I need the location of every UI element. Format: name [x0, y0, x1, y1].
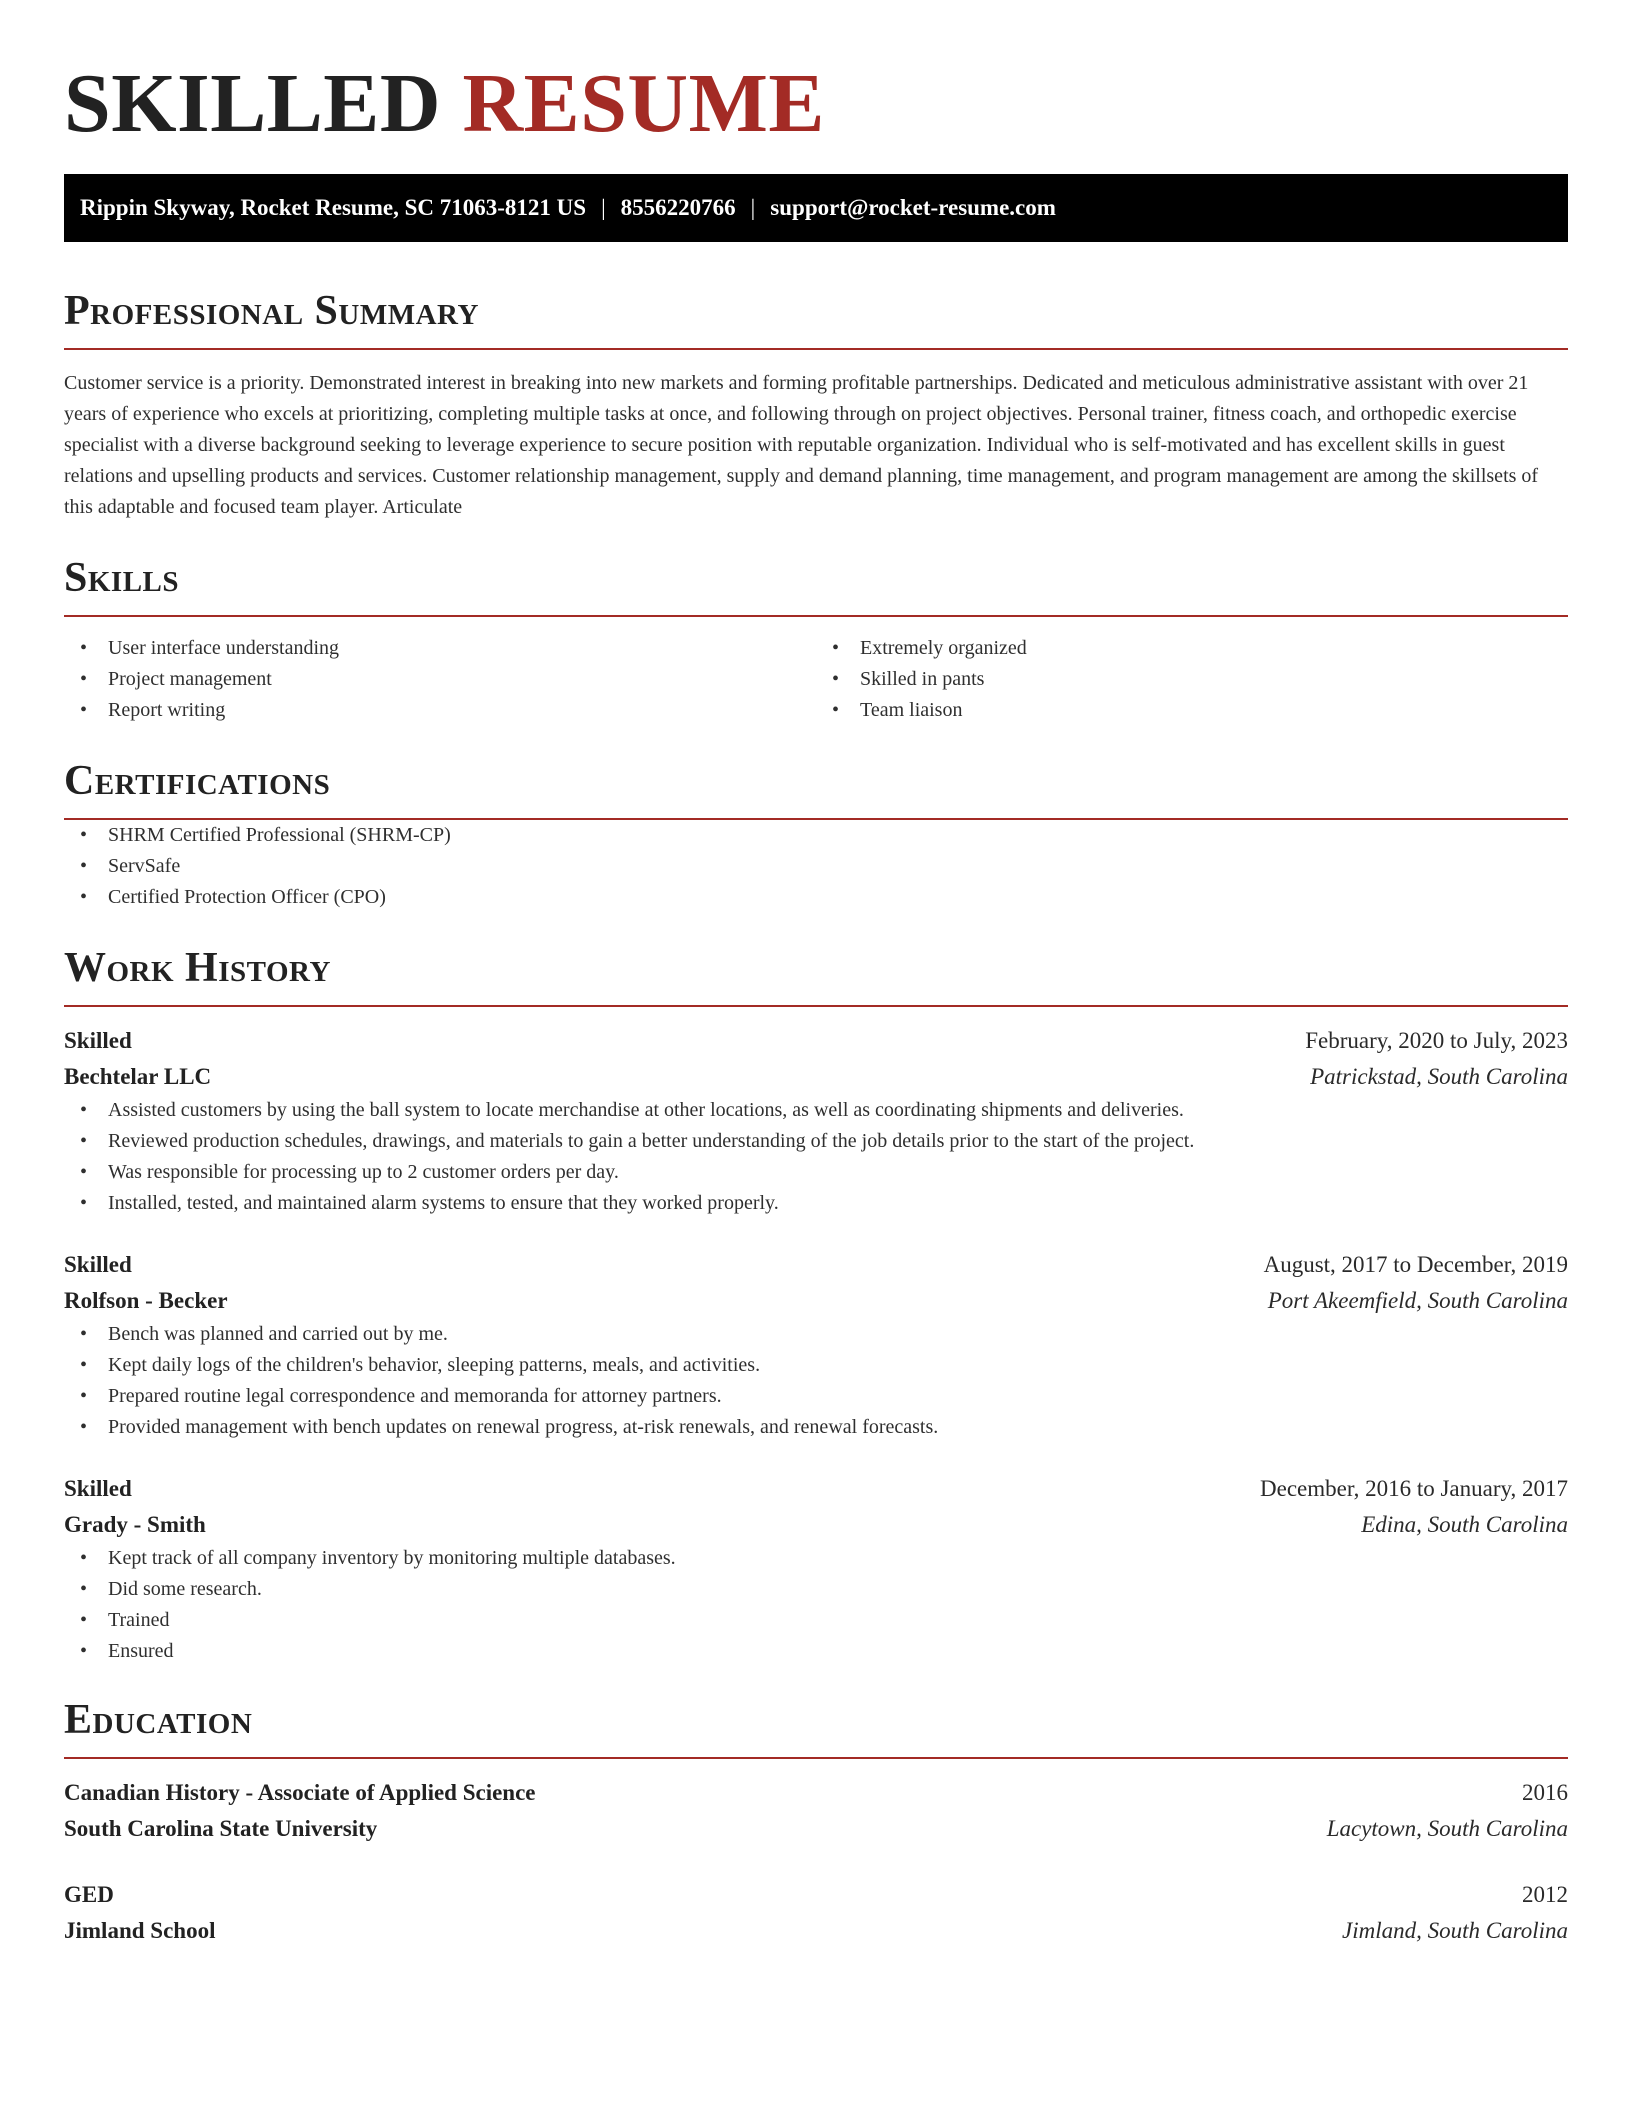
section-title: Skills: [64, 555, 180, 601]
job-location: Port Akeemfield, South Carolina: [1267, 1288, 1568, 1313]
skills-list-left: [64, 633, 816, 726]
education-school-row: [64, 1811, 1568, 1847]
skill-item: • User interface understanding: [64, 633, 816, 664]
last-name: RESUME: [462, 57, 825, 150]
certifications-list: [64, 820, 1568, 913]
contact-address: Rippin Skyway, Rocket Resume, SC 71063-8121 US: [80, 195, 587, 220]
job-bullets: [64, 1543, 1568, 1667]
job-dates: August, 2017 to December, 2019: [1263, 1252, 1568, 1277]
job-entry: [64, 1471, 1568, 1667]
section-divider: [64, 615, 1568, 617]
job-role: Skilled: [64, 1476, 132, 1501]
section-divider: [64, 1005, 1568, 1007]
education-entry: [64, 1775, 1568, 1847]
job-company-row: [64, 1059, 1568, 1095]
contact-bar: [64, 174, 1568, 242]
summary-text: Customer service is a priority. Demonstrated interest in breaking into new markets and forming profitable partnerships. Dedicated and meticulous administrative assistant with over 21 years of experience who excels at prioritizing, completing multiple tasks at once, and following through on project objectives. Personal trainer, fitness coach, and orthopedic exercise specialist with a diverse background seeking to leverage experience to secure position with reputable organization. Individual who is self-motivated and has excellent skills in guest relations and upselling products and services. Customer relationship management, supply and demand planning, time management, and program management are among the skillsets of this adaptable and focused team player. Articulate: [64, 372, 1539, 518]
skill-item: • Report writing: [64, 695, 816, 726]
job-bullet: • Trained: [64, 1605, 1568, 1636]
certification-item: • SHRM Certified Professional (SHRM-CP): [64, 820, 1568, 851]
section-divider: [64, 348, 1568, 350]
education-degree-row: [64, 1877, 1568, 1913]
certifications-section: [64, 756, 1568, 913]
job-location: Edina, South Carolina: [1361, 1512, 1568, 1537]
education-degree: Canadian History - Associate of Applied Science: [64, 1780, 536, 1805]
education-section: [64, 1695, 1568, 1949]
job-bullet: • Did some research.: [64, 1574, 1568, 1605]
section-divider: [64, 1757, 1568, 1759]
work-history-section: [64, 943, 1568, 1667]
job-header-row: [64, 1247, 1568, 1283]
job-entry: [64, 1023, 1568, 1219]
job-company: Bechtelar LLC: [64, 1064, 212, 1089]
education-entry: [64, 1877, 1568, 1949]
skills-grid: [64, 633, 1568, 726]
section-title: Work History: [64, 945, 331, 991]
skills-list-right: [816, 633, 1568, 726]
job-header-row: [64, 1471, 1568, 1507]
job-bullet: • Prepared routine legal correspondence and memoranda for attorney partners.: [64, 1381, 1568, 1412]
job-bullets: [64, 1095, 1568, 1219]
job-bullet: • Installed, tested, and maintained alarm systems to ensure that they worked properly.: [64, 1188, 1568, 1219]
education-year: 2016: [1522, 1780, 1568, 1805]
contact-email[interactable]: support@rocket-resume.com: [770, 195, 1056, 220]
education-location: Lacytown, South Carolina: [1326, 1816, 1568, 1841]
job-company: Rolfson - Becker: [64, 1288, 228, 1313]
job-bullet: • Kept daily logs of the children's behavior, sleeping patterns, meals, and activities.: [64, 1350, 1568, 1381]
education-degree: GED: [64, 1882, 114, 1907]
skill-item: • Extremely organized: [816, 633, 1568, 664]
job-bullet: • Was responsible for processing up to 2 customer orders per day.: [64, 1157, 1568, 1188]
education-year: 2012: [1522, 1882, 1568, 1907]
job-bullets: [64, 1319, 1568, 1443]
education-degree-row: [64, 1775, 1568, 1811]
certification-item: • ServSafe: [64, 851, 1568, 882]
job-company-row: [64, 1283, 1568, 1319]
job-role: Skilled: [64, 1252, 132, 1277]
job-entry: [64, 1247, 1568, 1443]
job-bullet: • Kept track of all company inventory by monitoring multiple databases.: [64, 1543, 1568, 1574]
job-company-row: [64, 1507, 1568, 1543]
resume-name: [64, 0, 1568, 150]
summary-section: [64, 286, 1568, 523]
job-bullet: • Provided management with bench updates on renewal progress, at-risk renewals, and renewal forecasts.: [64, 1412, 1568, 1443]
skill-item: • Project management: [64, 664, 816, 695]
education-school-row: [64, 1913, 1568, 1949]
job-role: Skilled: [64, 1028, 132, 1053]
job-bullet: • Ensured: [64, 1636, 1568, 1667]
education-school: Jimland School: [64, 1918, 216, 1943]
contact-separator: |: [750, 195, 756, 220]
contact-phone: 8556220766: [620, 195, 736, 220]
first-name: SKILLED: [64, 57, 441, 150]
education-location: Jimland, South Carolina: [1342, 1918, 1568, 1943]
education-school: South Carolina State University: [64, 1816, 378, 1841]
section-title: Education: [64, 1697, 253, 1743]
skill-item: • Team liaison: [816, 695, 1568, 726]
section-title: Professional Summary: [64, 288, 479, 334]
skill-item: • Skilled in pants: [816, 664, 1568, 695]
job-bullet: • Assisted customers by using the ball system to locate merchandise at other locations, as well as coordinating shipments and deliveries.: [64, 1095, 1568, 1126]
skills-section: [64, 553, 1568, 726]
job-company: Grady - Smith: [64, 1512, 206, 1537]
certification-item: • Certified Protection Officer (CPO): [64, 882, 1568, 913]
job-dates: December, 2016 to January, 2017: [1260, 1476, 1568, 1501]
job-bullet: • Reviewed production schedules, drawings, and materials to gain a better understanding of the job details prior to the start of the project.: [64, 1126, 1568, 1157]
contact-separator: |: [601, 195, 606, 220]
section-title: Certifications: [64, 758, 331, 804]
job-bullet: • Bench was planned and carried out by me.: [64, 1319, 1568, 1350]
job-dates: February, 2020 to July, 2023: [1305, 1028, 1568, 1053]
job-location: Patrickstad, South Carolina: [1310, 1064, 1568, 1089]
job-header-row: [64, 1023, 1568, 1059]
